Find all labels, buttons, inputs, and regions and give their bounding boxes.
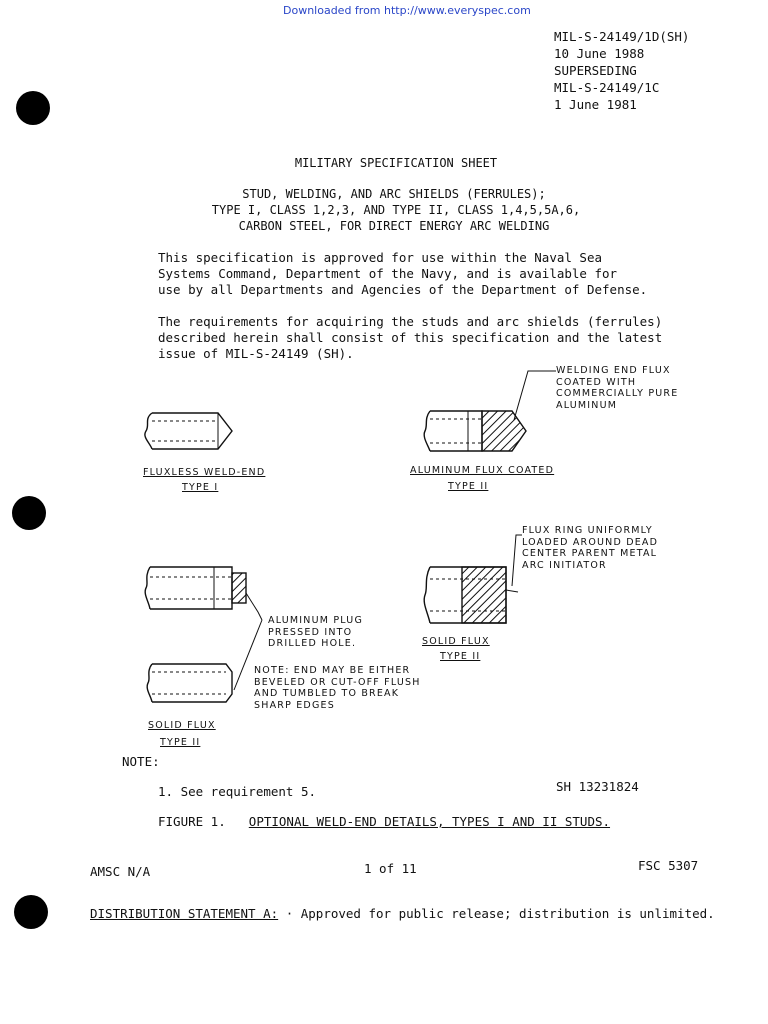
distribution-text: Approved for public release; distribution is unlimited. <box>300 906 715 921</box>
note-line: AND TUMBLED TO BREAK <box>254 688 400 699</box>
callout-line: CENTER PARENT METAL <box>522 548 658 559</box>
doc-id: MIL-S-24149/1D(SH) <box>554 29 690 44</box>
paragraph-line: Systems Command, Department of the Navy, and is available for <box>158 266 618 281</box>
callout-line: ALUMINUM PLUG <box>268 615 364 626</box>
callout-line: LOADED AROUND DEAD <box>522 536 659 548</box>
note-line: BEVELED OR CUT-OFF FLUSH <box>254 676 421 688</box>
distribution-statement <box>90 906 715 921</box>
stud-solid-flux-bottom-drawing <box>147 664 232 702</box>
label-solid-flux-right: SOLID FLUX <box>422 636 490 647</box>
stud-fluxless-drawing <box>145 413 232 449</box>
label-solid-flux-left-type: TYPE II <box>160 737 201 748</box>
callout-flux-coated <box>556 365 678 411</box>
label-aluminum-type: TYPE II <box>448 481 489 492</box>
stud-aluminum-coated-drawing <box>424 371 556 451</box>
paragraph-line: use by all Departments and Agencies of the Department of Defense. <box>158 282 648 297</box>
fsc-label: FSC 5307 <box>638 858 699 873</box>
callout-line: ARC INITIATOR <box>522 559 607 571</box>
callout-aluminum-plug <box>268 615 363 650</box>
label-solid-flux-left: SOLID FLUX <box>148 720 216 731</box>
callout-line: FLUX RING UNIFORMLY <box>522 525 653 536</box>
figure-note <box>254 665 421 711</box>
paragraph-line: described herein shall consist of this specification and the latest <box>158 330 663 345</box>
sheet-title: MILITARY SPECIFICATION SHEET <box>294 156 498 170</box>
amsc-label: AMSC N/A <box>90 864 151 879</box>
subtitle-line-1: STUD, WELDING, AND ARC SHIELDS (FERRULES); <box>242 187 546 201</box>
callout-flux-ring <box>522 525 658 571</box>
paragraph-line: The requirements for acquiring the studs and arc shields (ferrules) <box>158 314 663 329</box>
paragraph-line: This specification is approved for use within the Naval Sea <box>158 250 603 265</box>
note-line: SHARP EDGES <box>254 699 335 711</box>
subtitle-line-2: TYPE I, CLASS 1,2,3, AND TYPE II, CLASS 1,4,5,5A,6, <box>211 203 581 217</box>
previous-doc-date: 1 June 1981 <box>554 97 637 112</box>
label-aluminum: ALUMINUM FLUX COATED <box>410 465 555 476</box>
sh-number: SH 13231824 <box>556 779 639 794</box>
doc-date: 10 June 1988 <box>554 46 645 61</box>
callout-line: DRILLED HOLE. <box>268 638 357 649</box>
distribution-label: DISTRIBUTION STATEMENT A: <box>90 906 279 921</box>
label-solid-flux-right-type: TYPE II <box>440 651 481 662</box>
label-fluxless-type: TYPE I <box>182 482 219 493</box>
note-line: NOTE: END MAY BE EITHER <box>254 665 411 676</box>
callout-line: WELDING END FLUX <box>556 365 671 376</box>
download-link[interactable]: Downloaded from http://www.everyspec.com <box>283 4 531 17</box>
subtitle-line-3: CARBON STEEL, FOR DIRECT ENERGY ARC WELDING <box>238 219 550 233</box>
previous-doc-id: MIL-S-24149/1C <box>554 80 660 95</box>
callout-line: ALUMINUM <box>556 399 618 411</box>
note-item: 1. See requirement 5. <box>158 784 317 799</box>
callout-line: COATED WITH <box>556 376 637 388</box>
callout-line: PRESSED INTO <box>268 626 353 638</box>
note-heading: NOTE: <box>122 754 160 769</box>
figure-caption <box>158 814 610 829</box>
figure-caption-prefix: FIGURE 1. <box>158 814 226 829</box>
figure-caption-text: OPTIONAL WELD-END DETAILS, TYPES I AND II STUDS. <box>248 814 611 829</box>
distribution-bullet-icon: · <box>285 906 294 921</box>
page-number: 1 of 11 <box>364 861 417 876</box>
callout-line: COMMERCIALLY PURE <box>556 388 679 399</box>
stud-solid-flux-left-drawing <box>145 567 262 690</box>
label-fluxless: FLUXLESS WELD-END <box>143 467 266 478</box>
superseding-label: SUPERSEDING <box>554 63 637 78</box>
stud-solid-flux-right-drawing <box>424 535 522 623</box>
paragraph-line: issue of MIL-S-24149 (SH). <box>158 346 354 361</box>
